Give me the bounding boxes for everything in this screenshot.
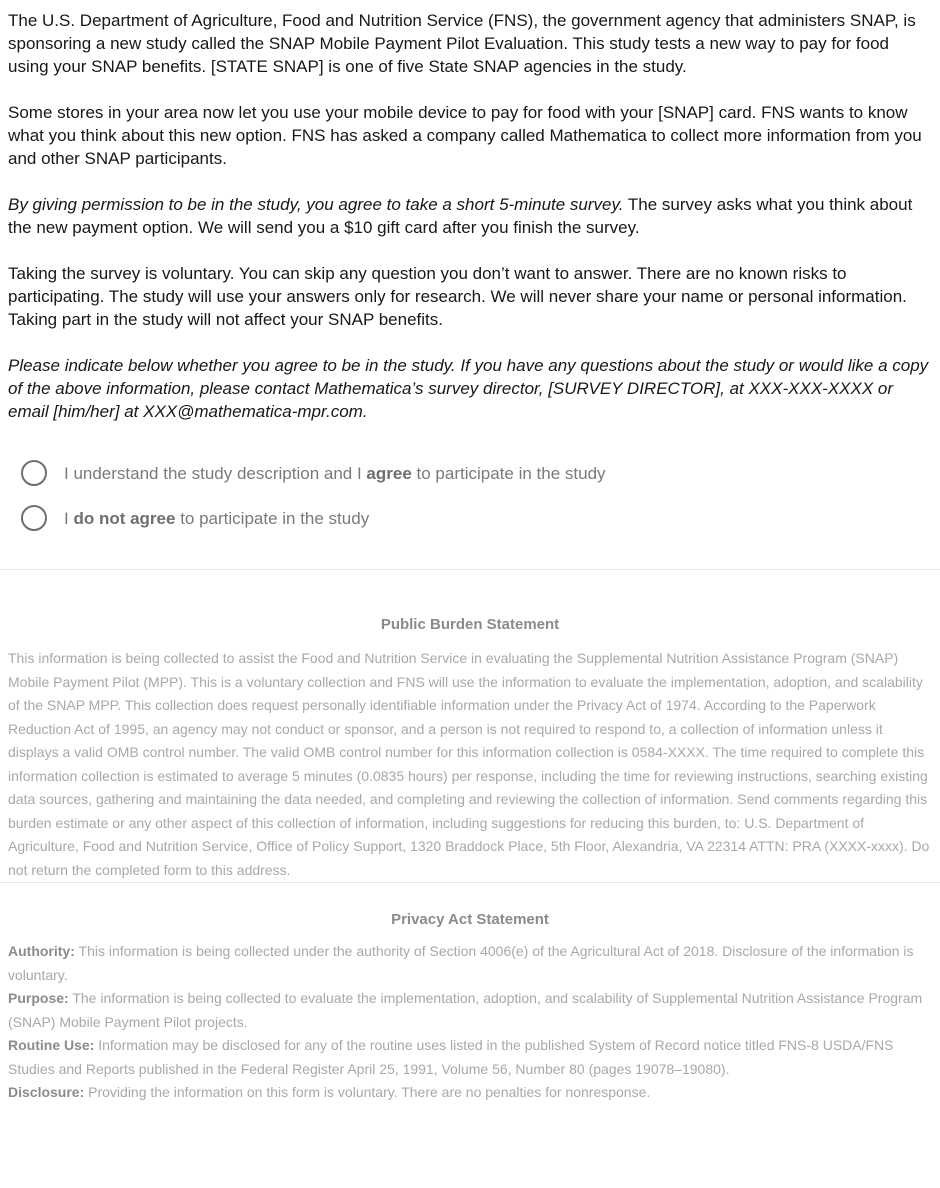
consent-choice-group: [8, 460, 932, 531]
privacy-item-authority: [8, 940, 932, 987]
consent-paragraph-5: Please indicate below whether you agree to be in the study. If you have any questions about the study or would like a copy of the above information, please contact Mathematica’s survey director, [SURVEY DIRECTOR], at XXX-XXX-XXXX or email [him/her] at XXX@mathematica-mpr.com.: [8, 356, 929, 421]
privacy-item-authority-text: This information is being collected under the authority of Section 4006(e) of the Agricultural Act of 2018. Disclosure of the information is voluntary.: [8, 943, 914, 983]
do-not-agree-label-bold: do not agree: [73, 508, 176, 528]
agree-option-label: [64, 462, 606, 485]
consent-paragraph-3: [8, 193, 932, 239]
do-not-agree-label-post: to participate in the study: [175, 508, 370, 528]
do-not-agree-radio-button[interactable]: [21, 505, 47, 531]
privacy-item-authority-label: Authority:: [8, 943, 75, 959]
privacy-item-disclosure: [8, 1081, 932, 1105]
consent-paragraph-1: The U.S. Department of Agriculture, Food and Nutrition Service (FNS), the government agency that administers SNAP, is sponsoring a new study called the SNAP Mobile Payment Pilot Evaluation. This study tests a new way to pay for food using your SNAP benefits. [STATE SNAP] is one of five State SNAP agencies in the study.: [8, 11, 916, 76]
section-divider-top: [0, 569, 940, 570]
section-divider-bottom: [0, 882, 940, 883]
privacy-act-title: Privacy Act Statement: [391, 911, 549, 928]
privacy-act-items: [8, 940, 932, 1105]
agree-label-post: to participate in the study: [411, 463, 606, 483]
privacy-item-disclosure-text: Providing the information on this form is voluntary. There are no penalties for nonresponse.: [88, 1084, 651, 1100]
study-description: [8, 9, 932, 423]
do-not-agree-label-pre: I: [64, 508, 74, 528]
public-burden-title: Public Burden Statement: [380, 616, 560, 633]
consent-paragraph-3-italic: By giving permission to be in the study, you agree to take a short 5-minute survey.: [8, 195, 624, 214]
do-not-agree-option-label: [64, 507, 369, 530]
consent-paragraph-2: Some stores in your area now let you use your mobile device to pay for food with your [SNAP] card. FNS wants to know what you think about this new option. FNS has asked a company called Mathematica to collect more information from you and other SNAP participants.: [8, 103, 922, 168]
public-burden-body: This information is being collected to assist the Food and Nutrition Service in evaluating the Supplemental Nutrition Assistance Program (SNAP) Mobile Payment Pilot (MPP). This is a voluntary collection and FNS will use the information to evaluate the implementation, adoption, and scalability of the SNAP MPP. This collection does request personally identifiable information under the Privacy Act of 1974. According to the Paperwork Reduction Act of 1995, an agency may not conduct or sponsor, and a person is not required to respond to, a collection of information unless it displays a valid OMB control number. The valid OMB control number for this information collection is 0584-XXXX. The time required to complete this information collection is estimated to average 5 minutes (0.0835 hours) per response, including the time for reviewing instructions, searching existing data sources, gathering and maintaining the data needed, and completing and reviewing the collection of information. Send comments regarding this burden estimate or any other aspect of this collection of information, including suggestions for reducing this burden, to: U.S. Department of Agriculture, Food and Nutrition Service, Office of Policy Support, 1320 Braddock Place, 5th Floor, Alexandria, VA 22314 ATTN: PRA (XXXX-xxxx). Do not return the completed form to this address.: [8, 650, 930, 878]
privacy-item-purpose: [8, 987, 932, 1034]
radio-option-do-not-agree[interactable]: [8, 505, 932, 531]
privacy-act-statement: [8, 909, 932, 1105]
consent-paragraph-4: Taking the survey is voluntary. You can skip any question you don’t want to answer. There are no known risks to participating. The study will use your answers only for research. We will never share your name or personal information. Taking part in the study will not affect your SNAP benefits.: [8, 264, 907, 329]
agree-radio-button[interactable]: [21, 460, 47, 486]
consent-paragraph-3-regular: The survey asks what you think about the new payment option. We will send you a $10 gift card after you finish the survey.: [8, 195, 913, 237]
privacy-item-routine-use-label: Routine Use:: [8, 1037, 95, 1053]
privacy-item-routine-use-text: Information may be disclosed for any of the routine uses listed in the published System of Record notice titled FNS-8 USDA/FNS Studies and Reports published in the Federal Register April 25, 1991, Volume 56, Number 80 (pages 19078–19080).: [8, 1037, 894, 1077]
public-burden-statement: [8, 614, 932, 882]
privacy-item-disclosure-label: Disclosure:: [8, 1084, 85, 1100]
agree-label-pre: I understand the study description and I: [64, 463, 367, 483]
radio-option-agree[interactable]: [8, 460, 932, 486]
privacy-item-purpose-label: Purpose:: [8, 990, 69, 1006]
privacy-item-routine-use: [8, 1034, 932, 1081]
privacy-item-purpose-text: The information is being collected to evaluate the implementation, adoption, and scalability of Supplemental Nutrition Assistance Program (SNAP) Mobile Payment Pilot projects.: [8, 990, 923, 1030]
agree-label-bold: agree: [366, 463, 412, 483]
